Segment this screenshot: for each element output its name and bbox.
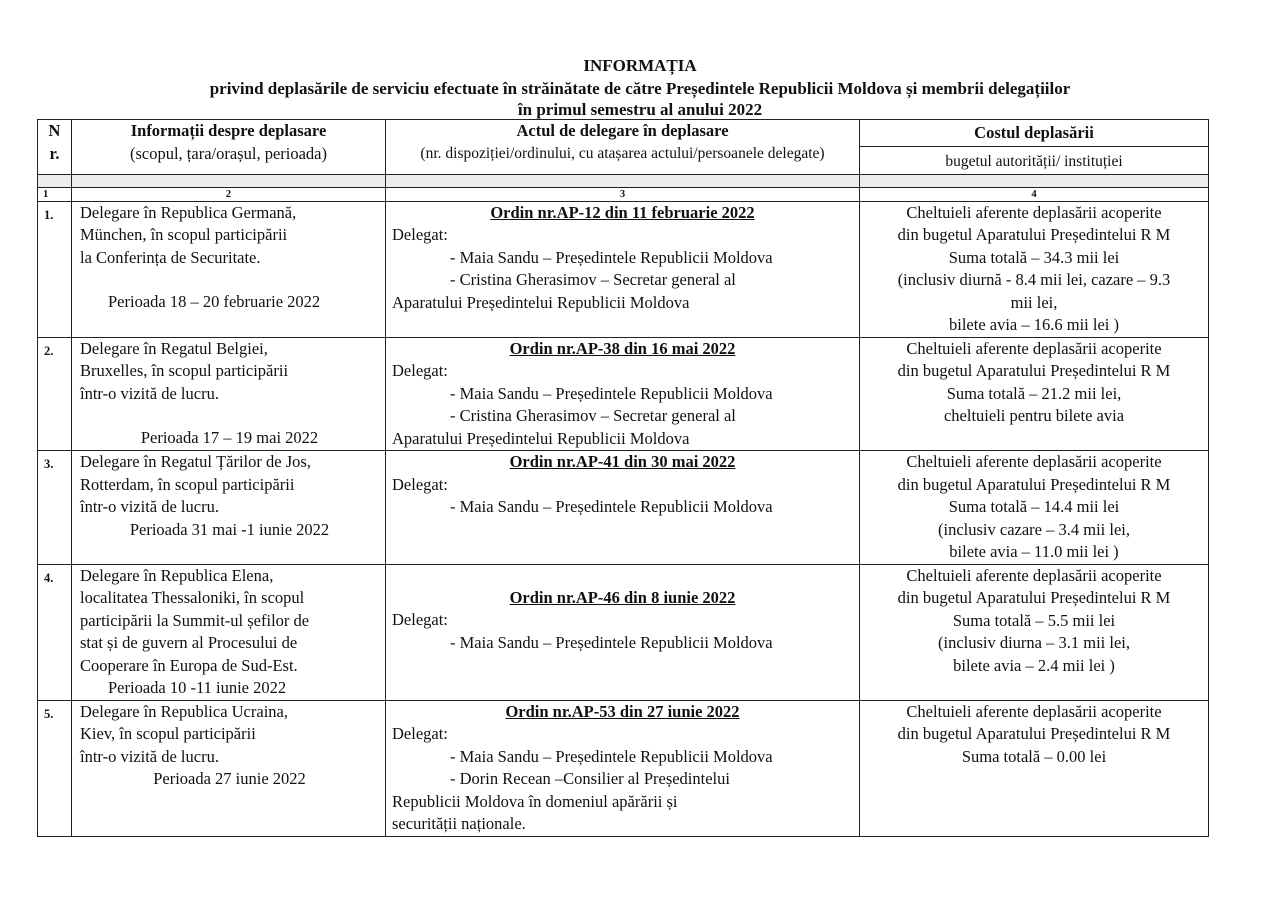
order-number: Ordin nr.AP-38 din 16 mai 2022 (509, 338, 736, 358)
trip-description-line: într-o vizită de lucru. (80, 746, 219, 766)
cost-line: (inclusiv cazare – 3.4 mii lei, (938, 519, 1130, 539)
trip-description-line: într-o vizită de lucru. (80, 497, 219, 516)
header-cost-title: Costul deplasării (860, 120, 1208, 147)
delegat-label: Delegat: (392, 474, 448, 494)
table-row (38, 451, 1209, 565)
header-nr (38, 120, 72, 175)
trip-description-line: localitatea Thessaloniki, în scopul (80, 588, 305, 607)
delegate-person-continued: securității naționale. (392, 814, 526, 833)
delegate-person-continued: Aparatului Președintelui Republicii Moldova (392, 292, 690, 312)
header-act-title: Actul de delegare în deplasare (516, 121, 729, 140)
trip-cost (860, 337, 1209, 451)
trip-period: Perioada 31 mai -1 iunie 2022 (129, 519, 330, 539)
document-title: INFORMAȚIA (583, 56, 697, 75)
trip-description-line: Rotterdam, în scopul participării (80, 474, 295, 494)
header-cost-sub: bugetul autorității/ instituției (945, 153, 1123, 170)
cost-line: bilete avia – 11.0 mii lei ) (949, 542, 1119, 561)
trip-description-line: Delegare în Regatul Țărilor de Jos, (80, 452, 311, 471)
delegate-person: - Maia Sandu – Președintele Republicii Moldova (450, 746, 773, 766)
header-info-sub: (scopul, țara/orașul, perioada) (129, 143, 327, 163)
trip-cost (860, 564, 1209, 700)
cost-line: cheltuieli pentru bilete avia (943, 406, 1125, 425)
cost-line: (inclusiv diurnă - 8.4 mii lei, cazare – 9.3 (897, 270, 1171, 289)
table-row (38, 700, 1209, 836)
header-nr-top: N (48, 121, 61, 140)
trip-period: Perioada 17 – 19 mai 2022 (140, 428, 319, 447)
delegation-act (386, 451, 860, 565)
delegate-person: - Maia Sandu – Președintele Republicii Moldova (450, 247, 773, 267)
header-nr-bottom: r. (49, 143, 60, 163)
trip-info (72, 337, 386, 451)
trip-description-line: participării la Summit-ul șefilor de (80, 610, 310, 630)
cost-line: (inclusiv diurna – 3.1 mii lei, (937, 633, 1130, 652)
column-number: 1 (38, 187, 72, 201)
trip-cost (860, 700, 1209, 836)
cost-line: din bugetul Aparatului Președintelui R M (897, 225, 1171, 244)
trip-description-line: Cooperare în Europa de Sud-Est. (80, 655, 298, 675)
cost-line: din bugetul Aparatului Președintelui R M (897, 724, 1171, 743)
header-act (386, 120, 860, 175)
delegate-person: - Cristina Gherasimov – Secretar general al (450, 270, 736, 289)
trip-description-line: într-o vizită de lucru. (80, 383, 219, 403)
trip-period: Perioada 18 – 20 februarie 2022 (108, 292, 321, 311)
cost-line: din bugetul Aparatului Președintelui R M (897, 361, 1171, 380)
document-period: în primul semestru al anului 2022 (517, 100, 763, 119)
order-number: Ordin nr.AP-46 din 8 iunie 2022 (509, 587, 736, 607)
trip-description-line: Delegare în Republica Elena, (80, 565, 274, 585)
table-row (38, 201, 1209, 337)
trip-cost (860, 451, 1209, 565)
cost-line: Cheltuieli aferente deplasării acoperite (906, 565, 1162, 585)
cost-line: bilete avia – 16.6 mii lei ) (949, 315, 1119, 334)
trip-description-line: la Conferința de Securitate. (80, 247, 261, 267)
cost-line: Suma totală – 14.4 mii lei (948, 497, 1120, 516)
trip-info (72, 451, 386, 565)
trip-description-line: Bruxelles, în scopul participării (80, 361, 289, 380)
delegat-label: Delegat: (392, 361, 448, 380)
trip-info (72, 700, 386, 836)
row-number: 2. (38, 337, 72, 451)
empty-row (38, 174, 1209, 187)
delegate-person: - Cristina Gherasimov – Secretar general al (450, 406, 736, 425)
order-number: Ordin nr.AP-53 din 27 iunie 2022 (505, 701, 740, 721)
document-subtitle: privind deplasările de serviciu efectuate în străinătate de către Președintele Republicii Moldova și membrii delegațiilor (209, 79, 1071, 98)
cost-line: Suma totală – 0.00 lei (961, 746, 1107, 766)
delegat-label: Delegat: (392, 225, 448, 244)
delegate-person-continued: Aparatului Președintelui Republicii Moldova (392, 428, 690, 448)
table-row (38, 337, 1209, 451)
delegate-person: - Maia Sandu – Președintele Republicii Moldova (450, 383, 773, 403)
cost-line: Suma totală – 5.5 mii lei (952, 610, 1116, 630)
cost-line: Cheltuieli aferente deplasării acoperite (906, 338, 1162, 358)
delegation-act (386, 201, 860, 337)
cost-line: Cheltuieli aferente deplasării acoperite (906, 202, 1162, 222)
order-number: Ordin nr.AP-41 din 30 mai 2022 (509, 452, 736, 471)
trip-period: Perioada 27 iunie 2022 (153, 769, 306, 788)
trip-cost (860, 201, 1209, 337)
delegate-person: - Maia Sandu – Președintele Republicii Moldova (450, 632, 773, 652)
cost-line: din bugetul Aparatului Președintelui R M (897, 474, 1171, 494)
cost-line: mii lei, (1010, 292, 1058, 312)
delegate-person: - Maia Sandu – Președintele Republicii Moldova (450, 497, 773, 516)
header-info (72, 120, 386, 175)
trips-table (37, 119, 1209, 837)
delegation-act (386, 700, 860, 836)
header-act-sub: (nr. dispoziției/ordinului, cu atașarea actului/persoanele delegate) (420, 144, 825, 162)
column-number: 4 (860, 187, 1209, 201)
row-number: 3. (38, 451, 72, 565)
cost-line: din bugetul Aparatului Președintelui R M (897, 588, 1171, 607)
cost-line: Suma totală – 34.3 mii lei (948, 247, 1120, 267)
trip-info (72, 564, 386, 700)
delegat-label: Delegat: (392, 610, 448, 629)
cost-line: bilete avia – 2.4 mii lei ) (953, 655, 1115, 675)
cost-line: Suma totală – 21.2 mii lei, (946, 383, 1122, 403)
header-info-title: Informații despre deplasare (130, 121, 327, 140)
row-number: 4. (38, 564, 72, 700)
row-number: 1. (38, 201, 72, 337)
order-number: Ordin nr.AP-12 din 11 februarie 2022 (490, 202, 755, 222)
trip-description-line: Delegare în Republica Ucraina, (80, 701, 288, 721)
header-cost (860, 120, 1209, 175)
header-row (38, 120, 1209, 175)
table-row (38, 564, 1209, 700)
trip-description-line: Delegare în Regatul Belgiei, (80, 338, 268, 358)
cost-line: Cheltuieli aferente deplasării acoperite (906, 452, 1162, 471)
cost-line: Cheltuieli aferente deplasării acoperite (906, 701, 1162, 721)
trip-description-line: stat și de guvern al Procesului de (80, 633, 298, 652)
trip-description-line: Kiev, în scopul participării (80, 724, 256, 743)
trip-period: Perioada 10 -11 iunie 2022 (108, 678, 287, 697)
trip-info (72, 201, 386, 337)
column-number: 3 (386, 187, 860, 201)
delegation-act (386, 564, 860, 700)
trip-description-line: München, în scopul participării (80, 225, 288, 244)
trip-description-line: Delegare în Republica Germană, (80, 202, 297, 222)
delegat-label: Delegat: (392, 724, 448, 743)
column-number-row (38, 187, 1209, 201)
delegate-person: - Dorin Recean –Consilier al Președintelui (450, 769, 730, 788)
row-number: 5. (38, 700, 72, 836)
delegation-act (386, 337, 860, 451)
delegate-person-continued: Republicii Moldova în domeniul apărării și (392, 791, 678, 811)
column-number: 2 (72, 187, 386, 201)
